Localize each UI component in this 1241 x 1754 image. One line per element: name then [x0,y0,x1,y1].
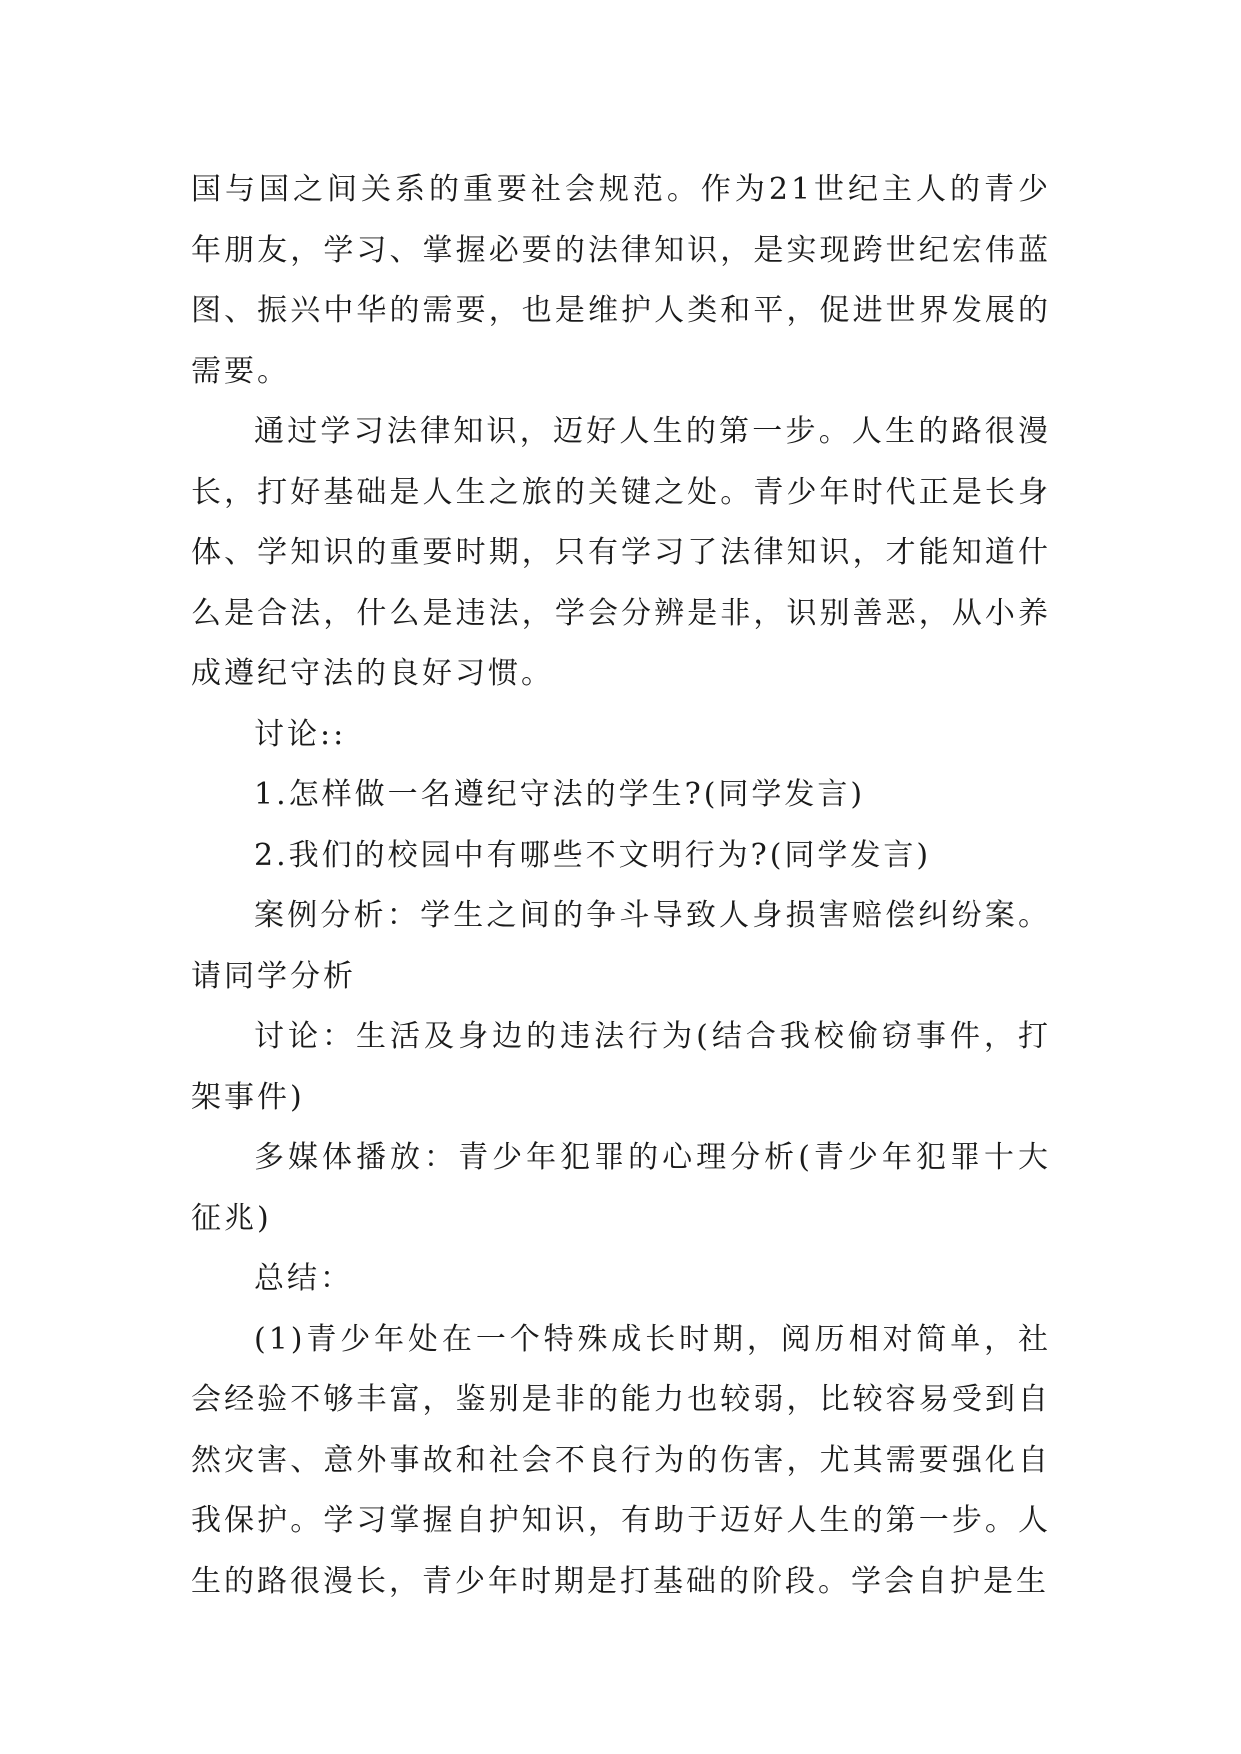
paragraph: 国与国之间关系的重要社会规范。作为21世纪主人的青少年朋友，学习、掌握必要的法律知识，是实现跨世纪宏伟蓝图、振兴中华的需要，也是维护人类和平，促进世界发展的需要。 [191,172,1051,389]
paragraph: 多媒体播放：青少年犯罪的心理分析(青少年犯罪十大征兆) [191,1140,1051,1236]
summary-heading: 总结： [254,1261,353,1296]
paragraph: 通过学习法律知识，迈好人生的第一步。人生的路很漫长，打好基础是人生之旅的关键之处。青少年时代正是长身体、学知识的重要时期，只有学习了法律知识，才能知道什么是合法，什么是违法，学会分辨是非，识别善恶，从小养成遵纪守法的良好习惯。 [191,414,1051,691]
document-body [191,160,1051,1612]
paragraph: (1)青少年处在一个特殊成长时期，阅历相对简单，社会经验不够丰富，鉴别是非的能力也较弱，比较容易受到自然灾害、意外事故和社会不良行为的伤害，尤其需要强化自我保护。学习掌握自护知识，有助于迈好人生的第一步。人生的路很漫长，青少年时期是打基础的阶段。学会自护是生 [191,1321,1051,1599]
list-item: 2.我们的校园中有哪些不文明行为?(同学发言) [254,837,932,873]
paragraph: 讨论：生活及身边的违法行为(结合我校偷窃事件，打架事件) [191,1019,1051,1115]
paragraph: 案例分析：学生之间的争斗导致人身损害赔偿纠纷案。请同学分析 [191,898,1051,994]
discussion-heading: 讨论:: [254,716,347,752]
list-item: 1.怎样做一名遵纪守法的学生?(同学发言) [254,777,866,812]
